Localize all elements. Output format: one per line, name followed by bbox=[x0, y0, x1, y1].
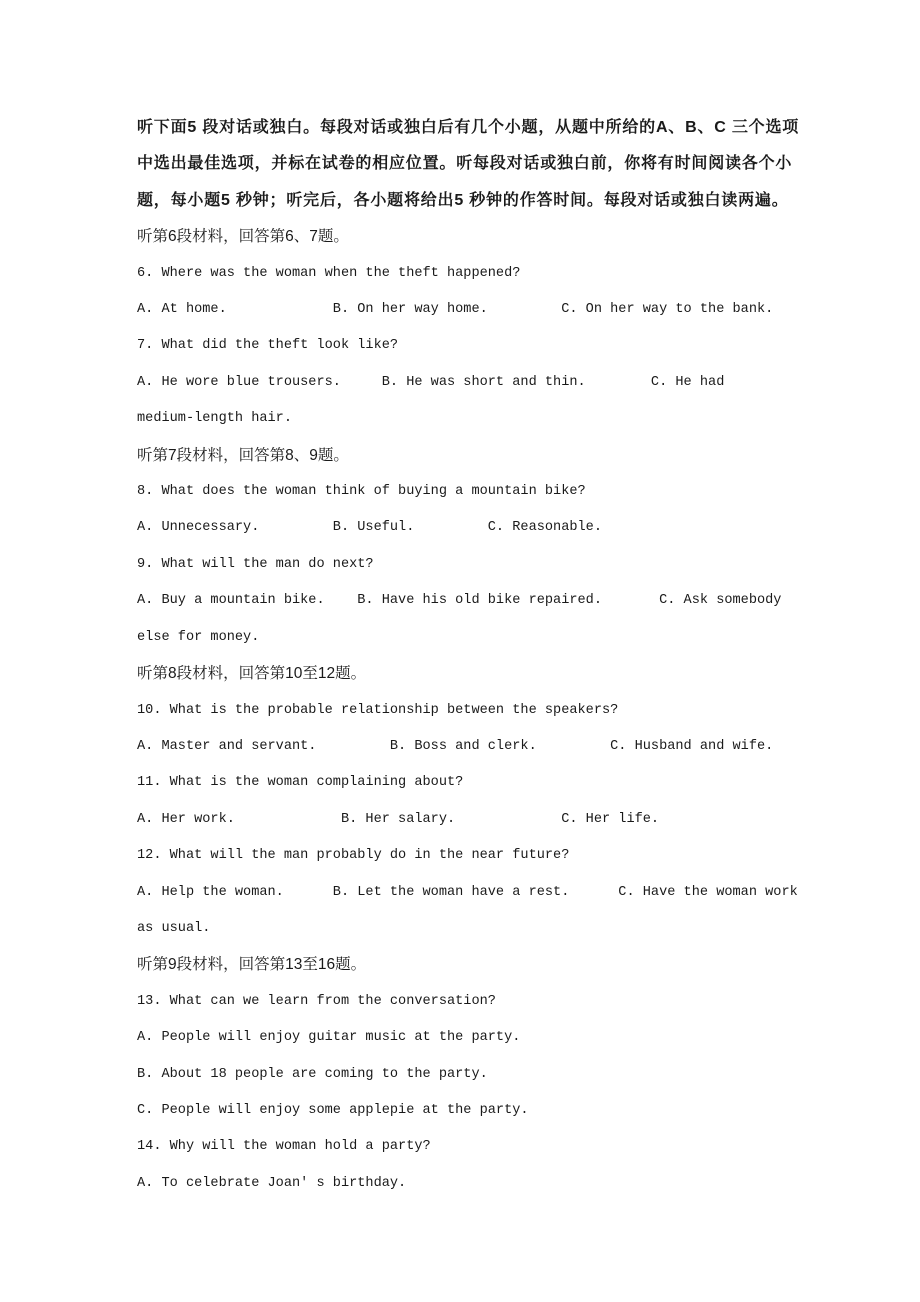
options-question-7-line-1: A. He wore blue trousers. B. He was short and thin. C. He had bbox=[137, 374, 725, 390]
options-question-11: A. Her work. B. Her salary. C. Her life. bbox=[137, 811, 660, 827]
section-header-material-7: 听第7段材料，回答第8、9题。 bbox=[137, 446, 349, 464]
section-header-material-9: 听第9段材料，回答第13至16题。 bbox=[137, 956, 367, 974]
question-6: 6. Where was the woman when the theft happened? bbox=[137, 265, 521, 281]
question-10: 10. What is the probable relationship between the speakers? bbox=[137, 702, 619, 718]
options-question-8: A. Unnecessary. B. Useful. C. Reasonable. bbox=[137, 520, 602, 536]
instructions-line-1: 听下面5 段对话或独白。每段对话或独白后有几个小题，从题中所给的A、B、C 三个选项 bbox=[137, 119, 800, 136]
section-header-material-8: 听第8段材料，回答第10至12题。 bbox=[137, 665, 367, 683]
options-question-10: A. Master and servant. B. Boss and clerk. C. Husband and wife. bbox=[137, 738, 774, 754]
question-11: 11. What is the woman complaining about? bbox=[137, 775, 464, 791]
question-8: 8. What does the woman think of buying a mountain bike? bbox=[137, 484, 586, 500]
question-13: 13. What can we learn from the conversation? bbox=[137, 993, 496, 1009]
option-13-a: A. People will enjoy guitar music at the party. bbox=[137, 1030, 521, 1046]
options-question-12-line-1: A. Help the woman. B. Let the woman have a rest. C. Have the woman work bbox=[137, 884, 798, 900]
options-question-9-line-2: else for money. bbox=[137, 629, 260, 645]
instructions-line-2: 中选出最佳选项，并标在试卷的相应位置。听每段对话或独白前，你将有时间阅读各个小 bbox=[137, 155, 793, 173]
section-header-material-6: 听第6段材料，回答第6、7题。 bbox=[137, 228, 349, 246]
option-13-b: B. About 18 people are coming to the party. bbox=[137, 1066, 488, 1082]
question-12: 12. What will the man probably do in the near future? bbox=[137, 848, 570, 864]
question-14: 14. Why will the woman hold a party? bbox=[137, 1139, 431, 1155]
options-question-6: A. At home. B. On her way home. C. On her way to the bank. bbox=[137, 302, 774, 318]
options-question-9-line-1: A. Buy a mountain bike. B. Have his old bike repaired. C. Ask somebody bbox=[137, 593, 782, 609]
option-14-a: A. To celebrate Joan' s birthday. bbox=[137, 1175, 407, 1191]
instructions-line-3: 题，每小题5 秒钟；听完后，各小题将给出5 秒钟的作答时间。每段对话或独白读两遍。 bbox=[137, 191, 789, 209]
question-7: 7. What did the theft look like? bbox=[137, 338, 399, 354]
options-question-12-line-2: as usual. bbox=[137, 920, 211, 936]
question-9: 9. What will the man do next? bbox=[137, 556, 374, 572]
options-question-7-line-2: medium-length hair. bbox=[137, 411, 292, 427]
option-13-c: C. People will enjoy some applepie at the party. bbox=[137, 1102, 529, 1118]
